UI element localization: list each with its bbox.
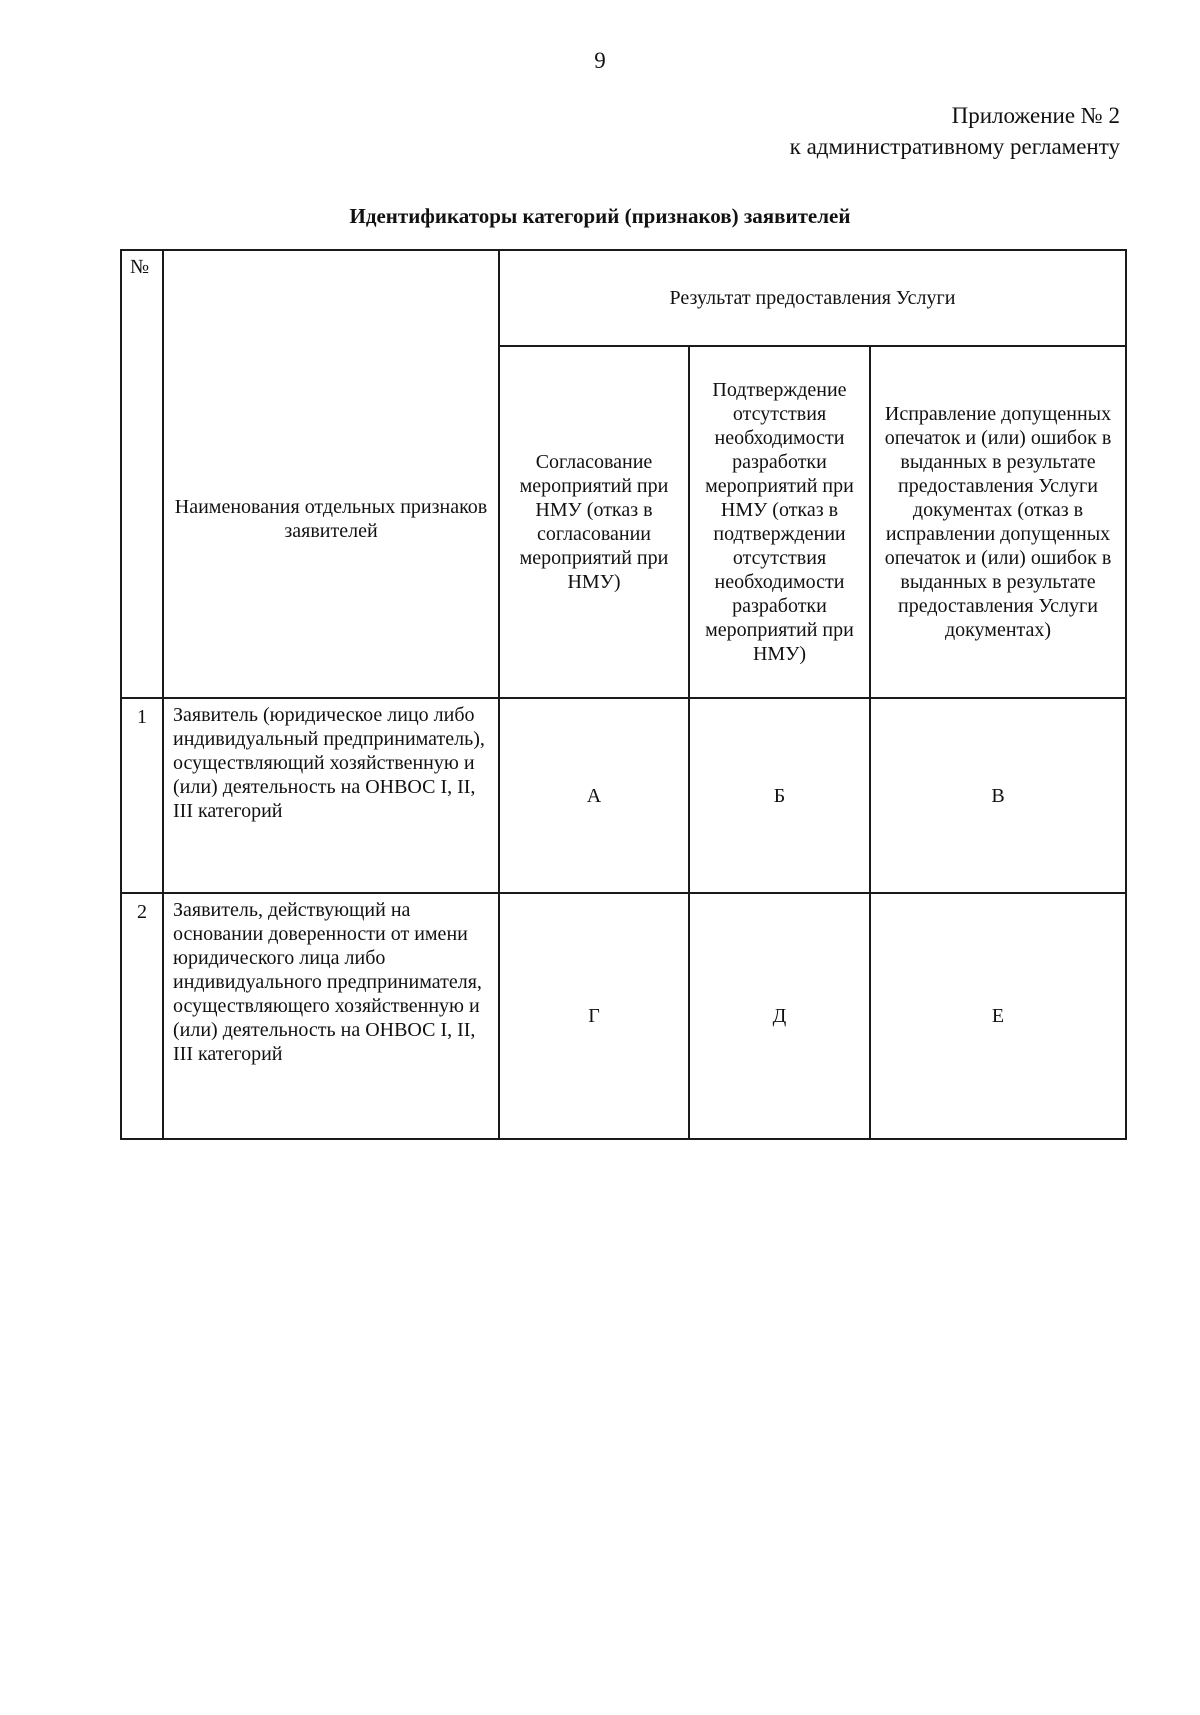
table-row [121,698,1126,893]
result-header-approval: Согласование мероприятий при НМУ (отказ в согласовании мероприятий при НМУ) [499,346,689,698]
row-applicant-name: Заявитель, действующий на основании доверенности от имени юридического лица либо индивидуального предпринимателя, осуществляющего хозяйственную и (или) деятельность на ОНВОС I, II, III категорий [163,893,499,1139]
row-code-e: Е [870,893,1126,1139]
number-column-header: № [121,250,163,698]
result-header-correction: Исправление допущенных опечаток и (или) ошибок в выданных в результате предоставления Услуги документах (отказ в исправлении допущенных опечаток и (или) ошибок в выданных в результате предоставления Услуги документах) [870,346,1126,698]
row-code-b: Б [689,698,870,893]
identifiers-table [120,249,1127,1140]
row-code-g: Г [499,893,689,1139]
appendix-note [790,100,1120,162]
result-group-header: Результат предоставления Услуги [499,250,1126,346]
row-number: 2 [121,893,163,1139]
table-row [121,893,1126,1139]
row-code-c: В [870,698,1126,893]
appendix-line-1: Приложение № 2 [951,103,1120,128]
row-applicant-name: Заявитель (юридическое лицо либо индивидуальный предприниматель), осуществляющий хозяйственную и (или) деятельность на ОНВОС I, II, III категорий [163,698,499,893]
name-column-header: Наименования отдельных признаков заявителей [163,250,499,698]
table-header-row-1 [121,250,1126,346]
document-title: Идентификаторы категорий (признаков) заявителей [349,204,851,228]
row-code-d: Д [689,893,870,1139]
result-header-confirmation: Подтверждение отсутствия необходимости разработки мероприятий при НМУ (отказ в подтверждении отсутствия необходимости разработки мероприятий при НМУ) [689,346,870,698]
appendix-line-2: к административному регламенту [789,134,1120,159]
row-number: 1 [121,698,163,893]
page-number: 9 [594,48,606,73]
row-code-a: А [499,698,689,893]
